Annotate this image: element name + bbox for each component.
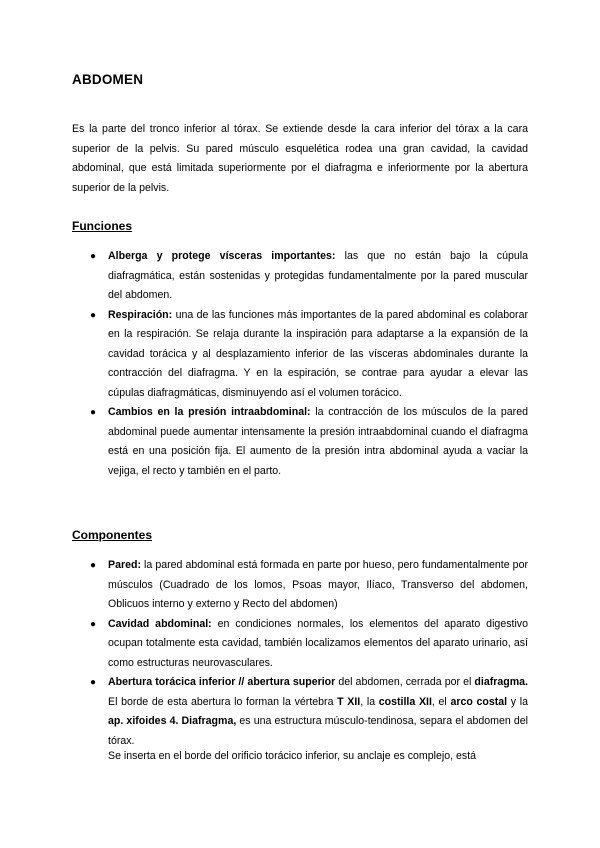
list-item: [0, 673, 528, 751]
funciones-list: [0, 247, 528, 481]
item-text: en condiciones normales, los elementos del aparato digestivo ocupan totalmente esta cavidad, también localizamos elementos del aparato urinario, así como estructuras neurovasculares.: [108, 617, 528, 669]
list-item: [0, 556, 528, 615]
item-text: la contracción de los músculos de la pared abdominal puede aumentar intensamente la presión intraabdominal cuando el diafragma está en una posición fija. El aumento de la presión intra abdominal ayuda a vaciar la vejiga, el recto y también en el parto.: [108, 406, 528, 477]
intro-paragraph: Es la parte del tronco inferior al tórax. Se extiende desde la cara inferior del tórax a la cara superior de la pelvis. Su pared músculo esquelética rodea una gran cavidad, la cavidad abdominal, que está limitada superiormente por el diafragma e inferiormente por la abertura superior de la pelvis.: [72, 123, 528, 194]
item-bold-2: diafragma.: [474, 676, 528, 688]
bullet-icon: ●: [90, 560, 97, 571]
item-text: una de las funciones más importantes de la pared abdominal es colaborar en la respiración. Se relaja durante la inspiración para adaptarse a la expansión de la cavidad torácica y al desplazamiento inferior de las vísceras abdominales durante la contracción del diafragma. Y en la espiración, se contrae para ayudar a elevar las cúpulas diafragmáticas, disminuyendo así el volumen torácico.: [108, 308, 528, 399]
item-text-6: es una estructura músculo-tendinosa, separa el abdomen del tórax.: [108, 715, 528, 747]
item-text: la pared abdominal está formada en parte por hueso, pero fundamentalmente por músculos (Cuadrado de los lomos, Psoas mayor, Ilíaco, Transverso del abdomen, Oblicuos interno y externo y Recto del abdomen): [108, 559, 528, 610]
bullet-icon: ●: [90, 407, 97, 418]
continuation-paragraph: Se inserta en el borde del orificio torácico inferior, su anclaje es complejo, está: [108, 750, 477, 762]
item-title: Cavidad abdominal:: [108, 617, 212, 630]
item-text-3: , la: [360, 695, 379, 708]
item-title: Cambios en la presión intraabdominal:: [108, 406, 311, 418]
list-item: [0, 247, 528, 306]
item-text-2: El borde de esta abertura lo forman la vértebra: [108, 695, 338, 708]
bullet-icon: ●: [90, 618, 97, 630]
bullet-icon: ●: [90, 309, 97, 321]
item-text-1: del abdomen, cerrada por el: [335, 676, 475, 688]
item-bold-1: Abertura torácica inferior // abertura superior: [108, 676, 336, 688]
item-text-4: , el: [431, 695, 451, 708]
item-title: Pared:: [108, 559, 141, 571]
item-bold-5: arco costal: [450, 695, 508, 708]
item-bold-3: T XII: [337, 695, 361, 708]
componentes-list: [0, 556, 528, 751]
item-text-5: y la: [507, 695, 528, 708]
item-title: Alberga y protege vísceras importantes:: [108, 250, 336, 262]
list-item: [0, 403, 528, 481]
list-item: [0, 615, 528, 674]
page-title: ABDOMEN: [72, 72, 144, 87]
item-text: las que no están bajo la cúpula diafragmática, están sostenidas y protegidas fundamentalmente por la pared muscular del abdomen.: [108, 250, 528, 301]
section-heading-componentes: Componentes: [72, 528, 153, 542]
item-bold-6: ap. xifoides 4. Diafragma,: [108, 715, 237, 727]
item-bold-4: costilla XII: [378, 695, 432, 708]
bullet-icon: ●: [90, 251, 97, 262]
section-heading-funciones: Funciones: [72, 219, 133, 233]
bullet-icon: ●: [90, 677, 97, 688]
item-title: Respiración:: [108, 308, 173, 321]
list-item: [0, 306, 528, 404]
